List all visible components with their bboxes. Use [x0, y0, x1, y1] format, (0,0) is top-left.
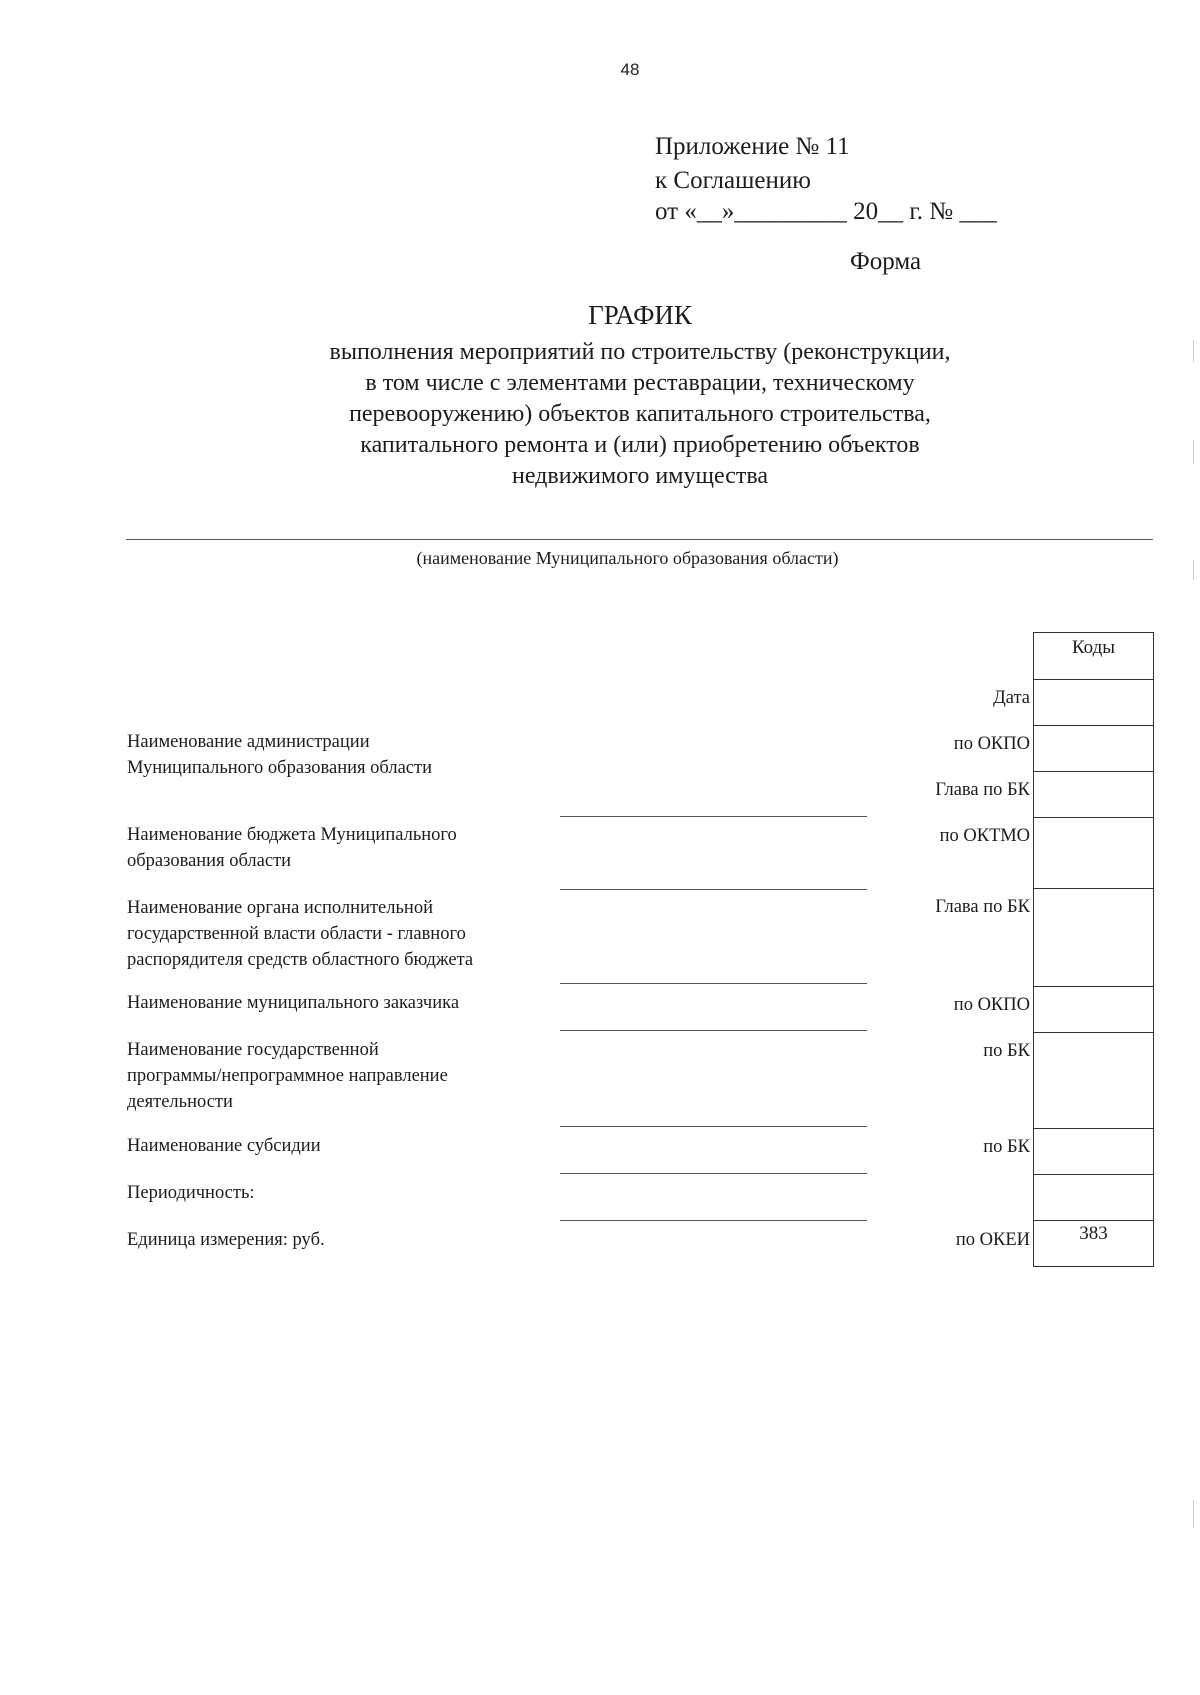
field-label: Периодичность:: [127, 1183, 255, 1203]
code-label-chapter-bk: Глава по БК: [935, 897, 1030, 917]
fill-line: [560, 1126, 867, 1127]
code-label-okpo: по ОКПО: [953, 734, 1030, 754]
field-label: Муниципального образования области: [127, 758, 432, 778]
field-label: распорядителя средств областного бюджета: [127, 950, 474, 970]
field-executive-body: [127, 895, 473, 973]
code-cell-okpo: [1033, 986, 1154, 1033]
field-label: Наименование администрации: [127, 732, 370, 752]
code-cell-bk: [1033, 1128, 1154, 1175]
form-label: Форма: [850, 248, 922, 275]
fill-line: [560, 1173, 867, 1174]
fill-line: [560, 1030, 867, 1031]
code-label-chapter-bk: Глава по БК: [935, 780, 1030, 800]
scan-artifact: [1193, 340, 1194, 362]
appendix-agreement: к Соглашению: [655, 167, 811, 194]
scan-artifact: [1193, 1500, 1194, 1528]
codes-table: [1033, 632, 1154, 1267]
page-number: 48: [620, 60, 640, 79]
code-cell-empty: [1033, 1174, 1154, 1221]
field-unit: [127, 1227, 325, 1253]
scan-artifact: [1193, 440, 1194, 464]
field-periodicity: [127, 1180, 255, 1206]
appendix-header: [655, 130, 850, 198]
field-subsidy: [127, 1133, 321, 1159]
subtitle-line: недвижимого имущества: [512, 463, 768, 489]
code-label-bk: по БК: [983, 1041, 1030, 1061]
code-cell-oktmo: [1033, 817, 1154, 889]
subtitle-line: перевооружению) объектов капитального строительства,: [349, 401, 931, 427]
municipality-caption: (наименование Муниципального образования области): [416, 548, 839, 568]
code-label-oktmo: по ОКТМО: [939, 826, 1030, 846]
scan-artifact: [1193, 560, 1194, 580]
code-label-bk: по БК: [983, 1137, 1030, 1157]
appendix-date-line: от «__»_________ 20__ г. № ___: [655, 198, 997, 225]
subtitle-line: в том числе с элементами реставрации, техническому: [365, 370, 915, 396]
code-cell-chapter-bk: [1033, 771, 1154, 818]
fill-line: [560, 1220, 867, 1221]
codes-header: Коды: [1033, 632, 1154, 680]
field-state-program: [127, 1037, 448, 1115]
subtitle-line: выполнения мероприятий по строительству (реконструкции,: [329, 339, 951, 365]
code-cell-date: [1033, 679, 1154, 726]
code-cell-bk: [1033, 1032, 1154, 1129]
code-label-okei: по ОКЕИ: [955, 1230, 1030, 1250]
document-title: ГРАФИК: [588, 300, 692, 330]
field-label: деятельности: [127, 1092, 233, 1112]
appendix-number: Приложение № 11: [655, 133, 850, 160]
field-label: Наименование бюджета Муниципального: [127, 825, 457, 845]
field-label: Единица измерения: руб.: [127, 1230, 325, 1250]
fill-line: [560, 816, 867, 817]
field-label: Наименование органа исполнительной: [127, 898, 433, 918]
code-label-date: Дата: [993, 688, 1030, 708]
code-label-okpo: по ОКПО: [953, 995, 1030, 1015]
fill-line: [560, 889, 867, 890]
field-municipal-customer: [127, 990, 459, 1016]
field-label: Наименование государственной: [127, 1040, 379, 1060]
field-label: Наименование муниципального заказчика: [127, 993, 460, 1013]
field-label: государственной власти области - главного: [127, 924, 466, 944]
code-cell-okei: 383: [1033, 1220, 1154, 1267]
code-cell-chapter-bk: [1033, 888, 1154, 987]
document-subtitle: [230, 337, 1050, 492]
field-label: образования области: [127, 851, 292, 871]
field-budget: [127, 822, 457, 874]
municipality-name-line: [126, 539, 1153, 540]
field-label: Наименование субсидии: [127, 1136, 321, 1156]
subtitle-line: капитального ремонта и (или) приобретению объектов: [360, 432, 920, 458]
field-administration: [127, 729, 432, 781]
field-label: программы/непрограммное направление: [127, 1066, 448, 1086]
code-cell-okpo: [1033, 725, 1154, 772]
fill-line: [560, 983, 867, 984]
